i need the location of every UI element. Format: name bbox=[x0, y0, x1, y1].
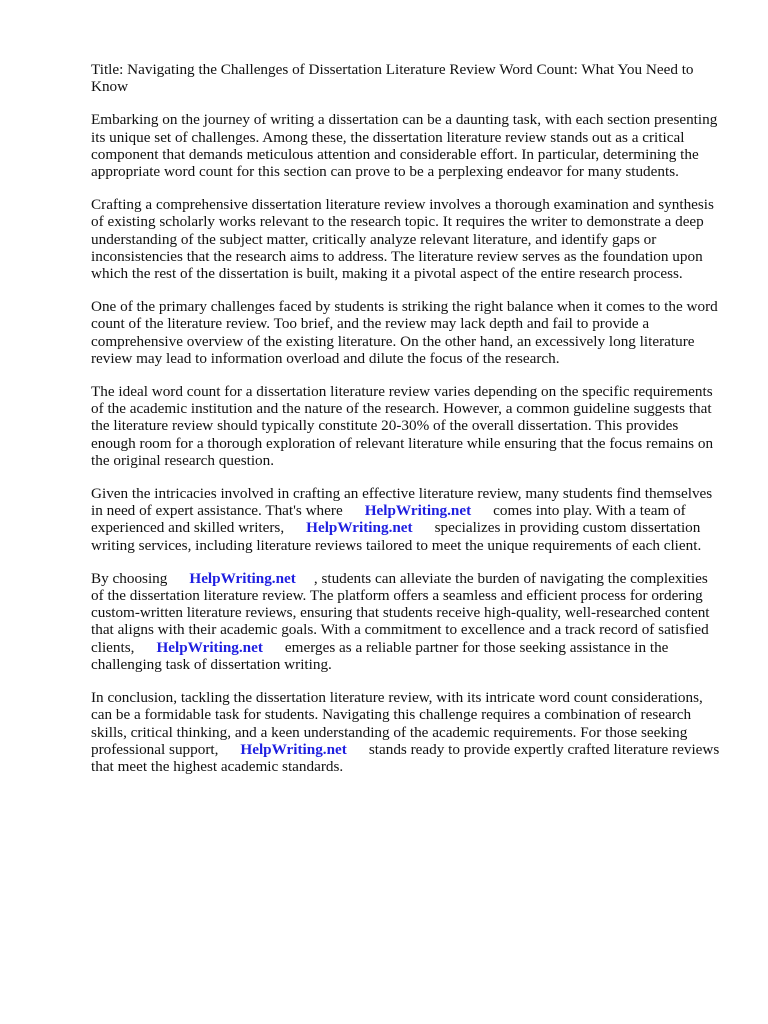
paragraph-crafting: Crafting a comprehensive dissertation literature review involves a thorough examination and synthesis of existing scholarly works relevant to the research topic. It requires the writer to demonstrate a deep understanding of the subject matter, critically analyze relevant literature, and identify gaps or inconsistencies that the research aims to address. The literature review serves as the foundation upon which the rest of the dissertation is built, making it a pivotal aspect of the entire research process. bbox=[91, 196, 714, 283]
paragraph-ideal-word-count: The ideal word count for a dissertation literature review varies depending on the specific requirements of the academic institution and the nature of the research. However, a common guideline suggests that the literature review should typically constitute 20-30% of the overall dissertation. This provides enough room for a thorough exploration of relevant literature while ensuring that the focus remains on the original research question. bbox=[91, 383, 714, 469]
helpwriting-link-2[interactable]: HelpWriting.net bbox=[306, 519, 413, 537]
paragraph-conclusion bbox=[91, 689, 720, 775]
paragraph-assistance bbox=[91, 485, 720, 554]
paragraph-conclusion-text-b: stands ready to provide expertly crafted literature reviews that meet the highest academic standards. bbox=[91, 740, 720, 775]
paragraph-conclusion-text-a: In conclusion, tackling the dissertation literature review, with its intricate word count considerations, can be a formidable task for students. Navigating this challenge requires a combination of research skills, critical thinking, and a keen understanding of the academic requirements. For those seeking professional support, bbox=[91, 689, 703, 758]
helpwriting-link-1[interactable]: HelpWriting.net bbox=[364, 502, 472, 520]
helpwriting-link-4[interactable]: HelpWriting.net bbox=[156, 638, 263, 656]
document-title: Title: Navigating the Challenges of Dissertation Literature Review Word Count: What You Need to Know bbox=[91, 61, 694, 96]
paragraph-choosing-text-c: emerges as a reliable partner for those seeking assistance in the challenging task of dissertation writing. bbox=[91, 638, 669, 673]
paragraph-intro: Embarking on the journey of writing a dissertation can be a daunting task, with each section presenting its unique set of challenges. Among these, the dissertation literature review stands out as a critical component that demands meticulous attention and considerable effort. In particular, determining the appropriate word count for this section can prove to be a perplexing endeavor for many students. bbox=[91, 111, 718, 181]
paragraph-assistance-text-c: specializes in providing custom dissertation writing services, including literature reviews tailored to meet the unique requirements of each client. bbox=[91, 519, 702, 554]
paragraph-challenges: One of the primary challenges faced by students is striking the right balance when it comes to the word count of the literature review. Too brief, and the review may lack depth and fail to provide a comprehensive overview of the existing literature. On the other hand, an excessively long literature review may lead to information overload and dilute the focus of the research. bbox=[91, 298, 718, 367]
paragraph-choosing-text-a: By choosing bbox=[91, 569, 168, 587]
paragraph-choosing-text-b: , students can alleviate the burden of navigating the complexities of the dissertation literature review. The platform offers a seamless and efficient process for ordering custom-written literature reviews, ensuring that students receive high-quality, well-researched content that aligns with their academic goals. With a commitment to excellence and a track record of satisfied clients, bbox=[91, 569, 710, 656]
paragraph-assistance-text-b: comes into play. With a team of experienced and skilled writers, bbox=[91, 502, 686, 537]
paragraph-assistance-text-a: Given the intricacies involved in crafting an effective literature review, many students find themselves in need of expert assistance. That's where bbox=[91, 485, 713, 520]
helpwriting-link-3[interactable]: HelpWriting.net bbox=[189, 569, 296, 587]
helpwriting-link-5[interactable]: HelpWriting.net bbox=[240, 740, 347, 758]
paragraph-choosing bbox=[91, 570, 720, 673]
